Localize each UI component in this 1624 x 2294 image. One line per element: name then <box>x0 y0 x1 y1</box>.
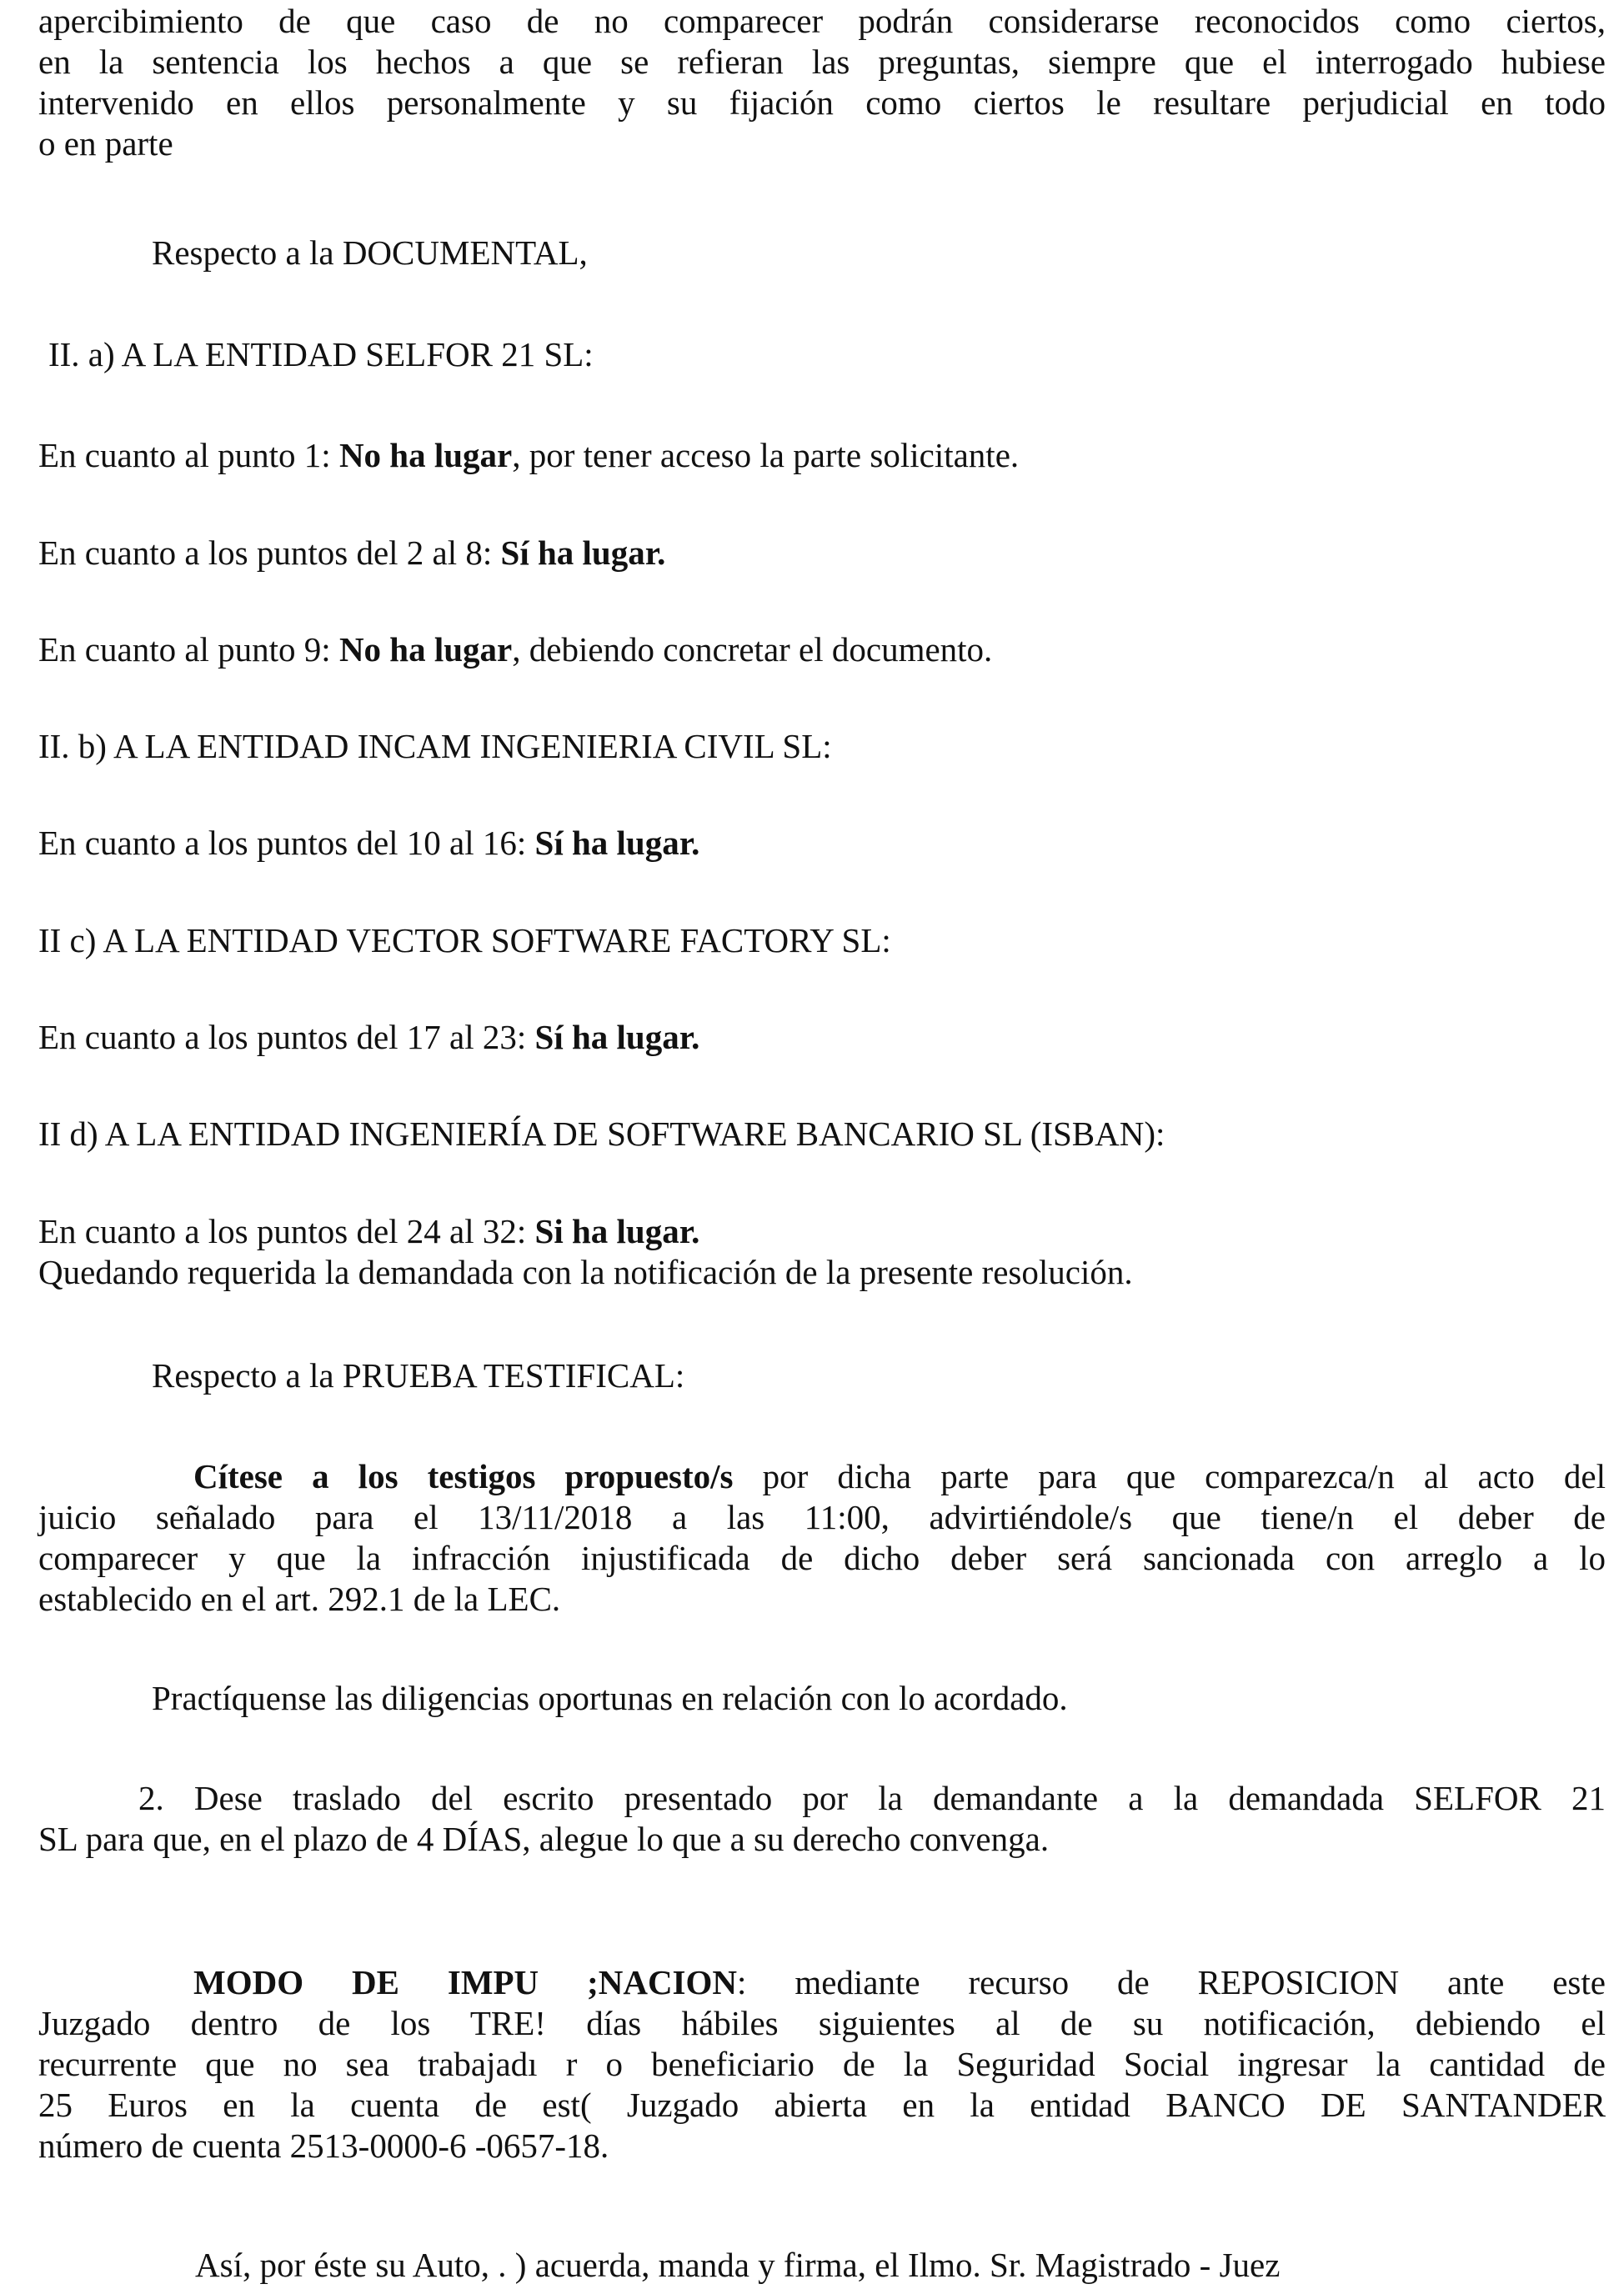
testifical-line-3: comparecer y que la infracción injustificada de dicho deber será sancionada con arreglo a lo <box>38 1539 1606 1577</box>
section-d-item-1: En cuanto a los puntos del 24 al 32: Si ha lugar. <box>38 1212 700 1250</box>
testifical-line-1: Cítese a los testigos propuesto/s por dicha parte para que comparezca/n al acto del <box>193 1457 1606 1495</box>
impugnacion-line-4: 25 Euros en la cuenta de est( Juzgado abierta en la entidad BANCO DE SANTANDER <box>38 2086 1606 2124</box>
documental-heading: Respecto a la DOCUMENTAL, <box>152 233 588 272</box>
section-d-note: Quedando requerida la demandada con la notificación de la presente resolución. <box>38 1253 1133 1291</box>
section-a-item-2: En cuanto a los puntos del 2 al 8: Sí ha lugar. <box>38 533 666 572</box>
section-b-heading: II. b) A LA ENTIDAD INCAM INGENIERIA CIVIL SL: <box>38 727 832 765</box>
testifical-heading: Respecto a la PRUEBA TESTIFICAL: <box>152 1356 685 1395</box>
intro-line-4: o en parte <box>38 124 173 163</box>
section-a-item-1: En cuanto al punto 1: No ha lugar, por tener acceso la parte solicitante. <box>38 436 1020 474</box>
impugnacion-line-5: número de cuenta 2513-0000-6 -0657-18. <box>38 2126 609 2165</box>
traslado-line-1: 2. Dese traslado del escrito presentado por la demandante a la demandada SELFOR 21 <box>138 1779 1606 1817</box>
intro-line-2: en la sentencia los hechos a que se refieran las preguntas, siempre que el interrogado hubiese <box>38 43 1606 81</box>
intro-line-3: intervenido en ellos personalmente y su fijación como ciertos le resultare perjudicial en todo <box>38 83 1606 122</box>
section-c-item-1: En cuanto a los puntos del 17 al 23: Sí ha lugar. <box>38 1018 700 1056</box>
intro-line-1: apercibimiento de que caso de no comparecer podrán considerarse reconocidos como ciertos, <box>38 2 1606 40</box>
section-a-item-3: En cuanto al punto 9: No ha lugar, debiendo concretar el documento. <box>38 630 993 669</box>
testifical-line-2: juicio señalado para el 13/11/2018 a las 11:00, advirtiéndole/s que tiene/n el deber de <box>38 1498 1606 1536</box>
section-a-heading: II. a) A LA ENTIDAD SELFOR 21 SL: <box>48 335 594 373</box>
section-d-heading: II d) A LA ENTIDAD INGENIERÍA DE SOFTWARE BANCARIO SL (ISBAN): <box>38 1114 1165 1153</box>
testifical-line-4: establecido en el art. 292.1 de la LEC. <box>38 1580 561 1618</box>
diligencias-line: Practíquense las diligencias oportunas en relación con lo acordado. <box>152 1679 1068 1717</box>
section-b-item-1: En cuanto a los puntos del 10 al 16: Sí ha lugar. <box>38 824 700 862</box>
impugnacion-line-2: Juzgado dentro de los TRE! días hábiles siguientes al de su notificación, debiendo el <box>38 2004 1606 2042</box>
section-c-heading: II c) A LA ENTIDAD VECTOR SOFTWARE FACTORY SL: <box>38 921 891 959</box>
closing-line: Así, por éste su Auto, . ) acuerda, manda y firma, el Ilmo. Sr. Magistrado - Juez <box>195 2246 1281 2284</box>
impugnacion-line-1: MODO DE IMPU ;NACION: mediante recurso de REPOSICION ante este <box>193 1963 1606 2001</box>
impugnacion-line-3: recurrente que no sea trabajadı r o beneficiario de la Seguridad Social ingresar la cantidad de <box>38 2045 1606 2083</box>
traslado-line-2: SL para que, en el plazo de 4 DÍAS, alegue lo que a su derecho convenga. <box>38 1820 1050 1858</box>
